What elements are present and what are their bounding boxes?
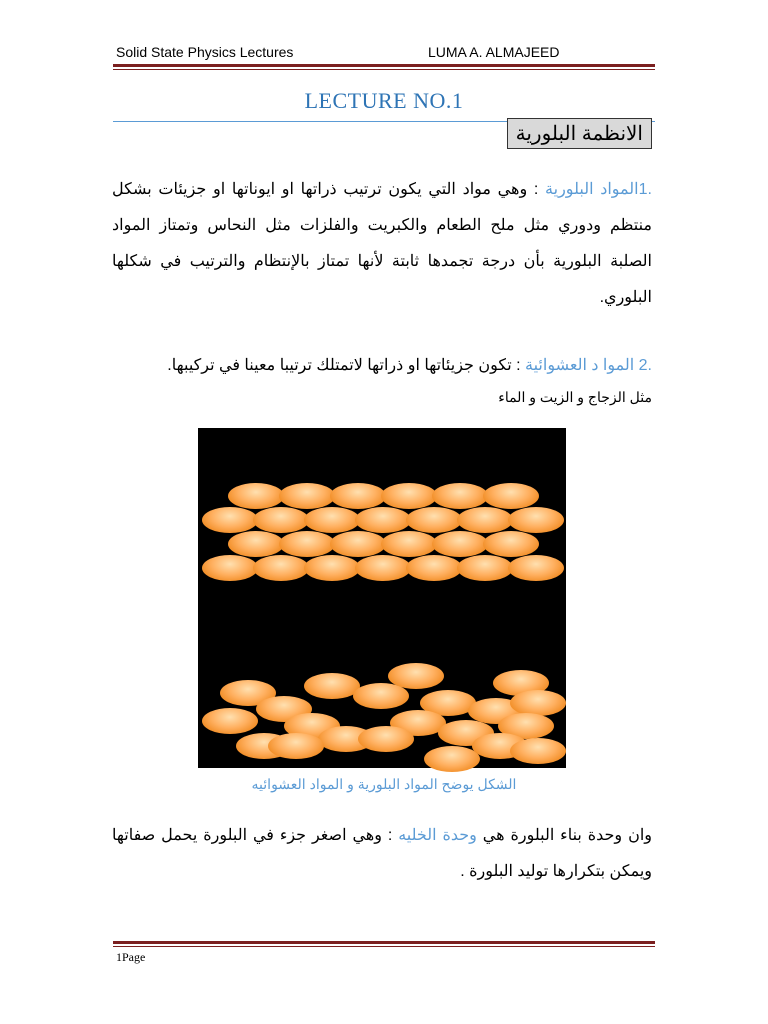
amorphous-particle	[353, 683, 409, 709]
crystal-particle	[406, 507, 462, 533]
amorphous-particle	[510, 738, 566, 764]
crystal-vs-amorphous-figure	[198, 428, 566, 768]
amorphous-particle	[202, 708, 258, 734]
paragraph-unit-cell	[112, 818, 652, 890]
crystal-particle	[330, 483, 386, 509]
amorphous-example: مثل الزجاج و الزيت و الماء	[498, 389, 652, 405]
crystal-particle	[330, 531, 386, 557]
amorphous-particle	[304, 673, 360, 699]
paragraph-amorphous	[112, 348, 652, 384]
header-left: Solid State Physics Lectures	[116, 44, 294, 60]
figure-caption: الشكل يوضح المواد البلورية و المواد العشوائيه	[251, 776, 517, 792]
crystalline-label: .1المواد البلورية	[545, 181, 652, 198]
crystal-particle	[483, 483, 539, 509]
crystal-particle	[457, 507, 513, 533]
crystal-particle	[432, 483, 488, 509]
footer-rule-thin	[113, 946, 655, 947]
footer-rule-thick	[113, 941, 655, 944]
header-rule-thick	[113, 64, 655, 67]
crystal-particle	[279, 483, 335, 509]
amorphous-label: .2 الموا د العشوائية	[525, 357, 652, 374]
unit-cell-text-a: وان وحدة بناء البلورة هي	[476, 827, 652, 844]
header-rule-thin	[113, 69, 655, 70]
crystal-particle	[381, 531, 437, 557]
lecture-title: LECTURE NO.1	[304, 88, 464, 113]
amorphous-particle	[424, 746, 480, 772]
unit-cell-highlight: وحدة الخليه	[398, 827, 477, 844]
amorphous-particle	[358, 726, 414, 752]
crystal-particle	[457, 555, 513, 581]
crystal-particle	[508, 555, 564, 581]
crystal-particle	[355, 555, 411, 581]
crystal-particle	[228, 483, 284, 509]
crystal-particle	[202, 555, 258, 581]
crystal-particle	[304, 507, 360, 533]
crystal-particle	[508, 507, 564, 533]
crystal-particle	[432, 531, 488, 557]
crystal-particle	[406, 555, 462, 581]
section-heading: الانظمة البلورية	[507, 118, 652, 149]
header-right: LUMA A. ALMAJEED	[428, 44, 560, 60]
amorphous-particle	[510, 690, 566, 716]
crystal-particle	[202, 507, 258, 533]
crystal-particle	[253, 555, 309, 581]
amorphous-text: : تكون جزيئاتها او ذراتها لاتمتلك ترتيبا معينا في تركيبها.	[167, 357, 526, 374]
crystal-particle	[279, 531, 335, 557]
amorphous-particle	[268, 733, 324, 759]
crystal-particle	[355, 507, 411, 533]
crystalline-text: : وهي مواد التي يكون ترتيب ذراتها او ايوناتها او جزيئات بشكل منتظم ودوري مثل ملح الطعام والكبريت والفلزات مثل النحاس وتمتاز المواد الصلبة البلورية بأن درجة تجمدها ثابتة لأنها تمتاز بالإنتظام والترتيب في شكلها البلوري.	[112, 181, 652, 306]
crystal-particle	[253, 507, 309, 533]
crystal-particle	[228, 531, 284, 557]
paragraph-crystalline	[112, 172, 652, 316]
crystal-particle	[483, 531, 539, 557]
crystal-particle	[304, 555, 360, 581]
page-number: 1Page	[116, 950, 146, 964]
unit-cell-text-b: : وهي اصغر جزء في البلورة يحمل صفاتها ويمكن بتكرارها توليد البلورة .	[112, 827, 652, 880]
crystal-particle	[381, 483, 437, 509]
